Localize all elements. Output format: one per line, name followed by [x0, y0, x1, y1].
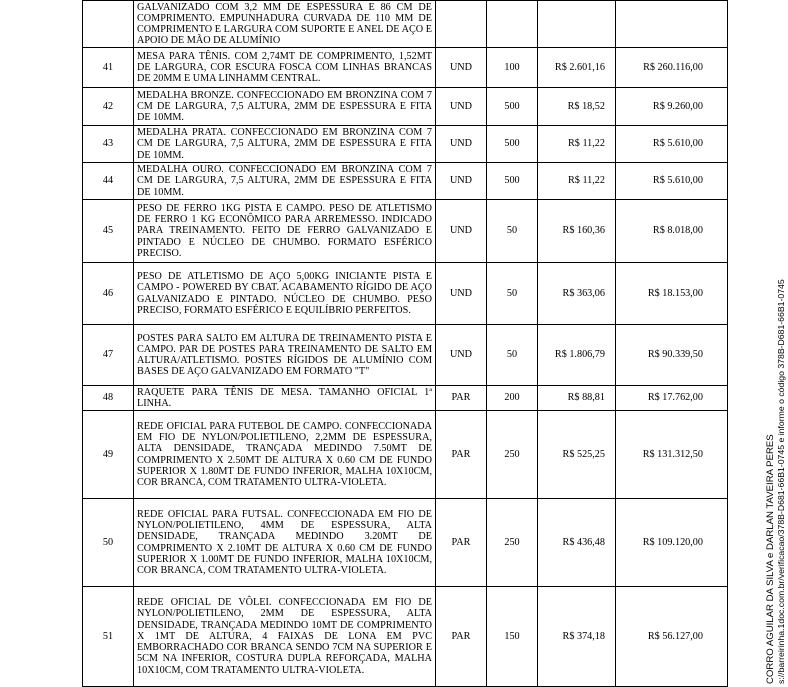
table-row	[83, 163, 728, 200]
table-row	[83, 411, 728, 499]
item-unit-price: R$ 11,22	[538, 126, 616, 163]
item-description: POSTES PARA SALTO EM ALTURA DE TREINAMENTO PISTA E CAMPO. PAR DE POSTES PARA TREINAMENTO DE SALTO EM ALTURA/ATLETISMO. POSTES RÍGIDOS DE ALUMÍNIO COM BASES DE AÇO GALVANIZADO EM FORMATO "T"	[134, 325, 436, 386]
item-description: REDE OFICIAL PARA FUTEBOL DE CAMPO. CONFECCIONADA EM FIO DE NYLON/POLIETILENO, 2,2MM DE ESPESSURA, ALTA DENSIDADE, TRANÇADA MEDINDO 7.50MT DE COMPRIMENTO X 2.50MT DE ALTURA X 0.60 CM DE FUNDO SUPERIOR X 1.80MT DE FUNDO INFERIOR, MALHA 10X10CM, COR BRANCA, COM TRATAMENTO ULTRA-VIOLETA.	[134, 411, 436, 499]
item-number: 41	[83, 48, 134, 88]
item-unit-price: R$ 436,48	[538, 499, 616, 587]
item-description: PESO DE FERRO 1KG PISTA E CAMPO. PESO DE ATLETISMO DE FERRO 1 KG ECONÔMICO PARA ARREMESSO. INDICADO PARA TREINAMENTO. FEITO DE FERRO GALVANIZADO E PINTADO E NÚCLEO DE CHUMBO. FORMATO ESFÉRICO PRECISO.	[134, 200, 436, 263]
item-unit: UND	[436, 88, 487, 126]
item-unit: UND	[436, 163, 487, 200]
item-unit: PAR	[436, 386, 487, 411]
item-quantity: 500	[487, 163, 538, 200]
item-quantity: 50	[487, 200, 538, 263]
item-quantity: 500	[487, 126, 538, 163]
item-unit-price: R$ 18,52	[538, 88, 616, 126]
table-row	[83, 263, 728, 325]
table-row	[83, 587, 728, 687]
item-unit-price: R$ 2.601,16	[538, 48, 616, 88]
item-number: 45	[83, 200, 134, 263]
signature-margin	[758, 0, 788, 686]
item-unit: UND	[436, 325, 487, 386]
item-quantity	[487, 1, 538, 48]
item-number: 44	[83, 163, 134, 200]
item-total: R$ 5.610,00	[616, 126, 728, 163]
item-number: 50	[83, 499, 134, 587]
item-unit: PAR	[436, 587, 487, 687]
item-unit: UND	[436, 48, 487, 88]
item-description: MEDALHA BRONZE. CONFECCIONADO EM BRONZINA COM 7 CM DE LARGURA, 7,5 ALTURA, 2MM DE ESPESSURA E FITA DE 10MM.	[134, 88, 436, 126]
item-description: REDE OFICIAL DE VÔLEI. CONFECCIONADA EM FIO DE NYLON/POLIETILENO, 2MM DE ESPESSURA, ALTA DENSIDADE, TRANÇADA MEDINDO 10MT DE COMPRIMENTO X 1MT DE ALTURA, 4 FAIXAS DE LONA EM PVC EMBORRACHADO COR BRANCA SENDO 7CM NA SUPERIOR E 5CM NA INFERIOR, COSTURA DUPLA REFORÇADA, MALHA 10X10CM, COM TRATAMENTO ULTRA-VIOLETA.	[134, 587, 436, 687]
item-quantity: 500	[487, 88, 538, 126]
item-unit-price: R$ 363,06	[538, 263, 616, 325]
item-total	[616, 1, 728, 48]
item-total: R$ 260.116,00	[616, 48, 728, 88]
item-quantity: 250	[487, 411, 538, 499]
item-unit-price: R$ 1.806,79	[538, 325, 616, 386]
table-row	[83, 88, 728, 126]
item-unit-price	[538, 1, 616, 48]
table-row	[83, 1, 728, 48]
item-quantity: 100	[487, 48, 538, 88]
item-number: 49	[83, 411, 134, 499]
item-unit-price: R$ 160,36	[538, 200, 616, 263]
item-number: 42	[83, 88, 134, 126]
item-total: R$ 5.610,00	[616, 163, 728, 200]
item-unit-price: R$ 374,18	[538, 587, 616, 687]
item-total: R$ 18.153,00	[616, 263, 728, 325]
item-quantity: 50	[487, 263, 538, 325]
item-description: PESO DE ATLETISMO DE AÇO 5,00KG INICIANTE PISTA E CAMPO - POWERED BY CBAT. ACABAMENTO RÍGIDO DE AÇO GALVANIZADO E PINTADO. NÚCLEO DE CHUMBO. PESO PRECISO, FORMATO ESFÉRICO E EQUILÍBRIO PERFEITOS.	[134, 263, 436, 325]
item-total: R$ 17.762,00	[616, 386, 728, 411]
item-quantity: 250	[487, 499, 538, 587]
item-number: 51	[83, 587, 134, 687]
item-unit-price: R$ 88,81	[538, 386, 616, 411]
signers-line: CORRO AGUILAR DA SILVA e DARLAN TAVEIRA PERES	[765, 434, 776, 684]
item-total: R$ 9.260,00	[616, 88, 728, 126]
item-number: 48	[83, 386, 134, 411]
table-row	[83, 386, 728, 411]
item-description: GALVANIZADO COM 3,2 MM DE ESPESSURA E 86 CM DE COMPRIMENTO. EMPUNHADURA CURVADA DE 110 MM DE COMPRIMENTO E LARGURA COM SUPORTE E ANEL DE AÇO E APOIO DE MÃO DE ALUMÍNIO	[134, 1, 436, 48]
item-quantity: 150	[487, 587, 538, 687]
signature-margin-text	[758, 0, 788, 686]
item-unit: UND	[436, 200, 487, 263]
item-description: RAQUETE PARA TÊNIS DE MESA. TAMANHO OFICIAL 1ª LINHA.	[134, 386, 436, 411]
item-total: R$ 8.018,00	[616, 200, 728, 263]
item-unit: PAR	[436, 499, 487, 587]
item-unit	[436, 1, 487, 48]
item-description: MEDALHA PRATA. CONFECCIONADO EM BRONZINA COM 7 CM DE LARGURA, 7,5 ALTURA, 2MM DE ESPESSURA E FITA DE 10MM.	[134, 126, 436, 163]
verification-line: s://barreirinha.1doc.com.br/verificacao/378B-D681-66B1-0745 e informe o código 378B-D681-66B1-0745	[776, 279, 786, 684]
item-number: 46	[83, 263, 134, 325]
item-number: 47	[83, 325, 134, 386]
item-unit: PAR	[436, 411, 487, 499]
item-quantity: 200	[487, 386, 538, 411]
table-row	[83, 48, 728, 88]
items-table	[82, 0, 728, 687]
item-unit: UND	[436, 126, 487, 163]
table-row	[83, 325, 728, 386]
item-description: REDE OFICIAL PARA FUTSAL. CONFECCIONADA EM FIO DE NYLON/POLIETILENO, 4MM DE ESPESSURA, ALTA DENSIDADE, TRANÇADA MEDINDO 3.20MT DE COMPRIMENTO X 2.10MT DE ALTURA X 0.60 CM DE FUNDO SUPERIOR X 1.00MT DE FUNDO INFERIOR, MALHA 10X10CM, COR BRANCA, COM TRATAMENTO ULTRA-VIOLETA.	[134, 499, 436, 587]
item-total: R$ 109.120,00	[616, 499, 728, 587]
item-unit: UND	[436, 263, 487, 325]
item-unit-price: R$ 11,22	[538, 163, 616, 200]
table-row	[83, 499, 728, 587]
item-description: MEDALHA OURO. CONFECCIONADO EM BRONZINA COM 7 CM DE LARGURA, 7,5 ALTURA, 2MM DE ESPESSURA E FITA DE 10MM.	[134, 163, 436, 200]
item-total: R$ 56.127,00	[616, 587, 728, 687]
item-number: 43	[83, 126, 134, 163]
table-row	[83, 126, 728, 163]
item-number	[83, 1, 134, 48]
item-total: R$ 90.339,50	[616, 325, 728, 386]
table-row	[83, 200, 728, 263]
item-unit-price: R$ 525,25	[538, 411, 616, 499]
item-total: R$ 131.312,50	[616, 411, 728, 499]
item-description: MESA PARA TÊNIS. COM 2,74MT DE COMPRIMENTO, 1,52MT DE LARGURA, COR ESCURA FOSCA COM LINHAS BRANCAS DE 20MM E UMA LINHAMM CENTRAL.	[134, 48, 436, 88]
item-quantity: 50	[487, 325, 538, 386]
